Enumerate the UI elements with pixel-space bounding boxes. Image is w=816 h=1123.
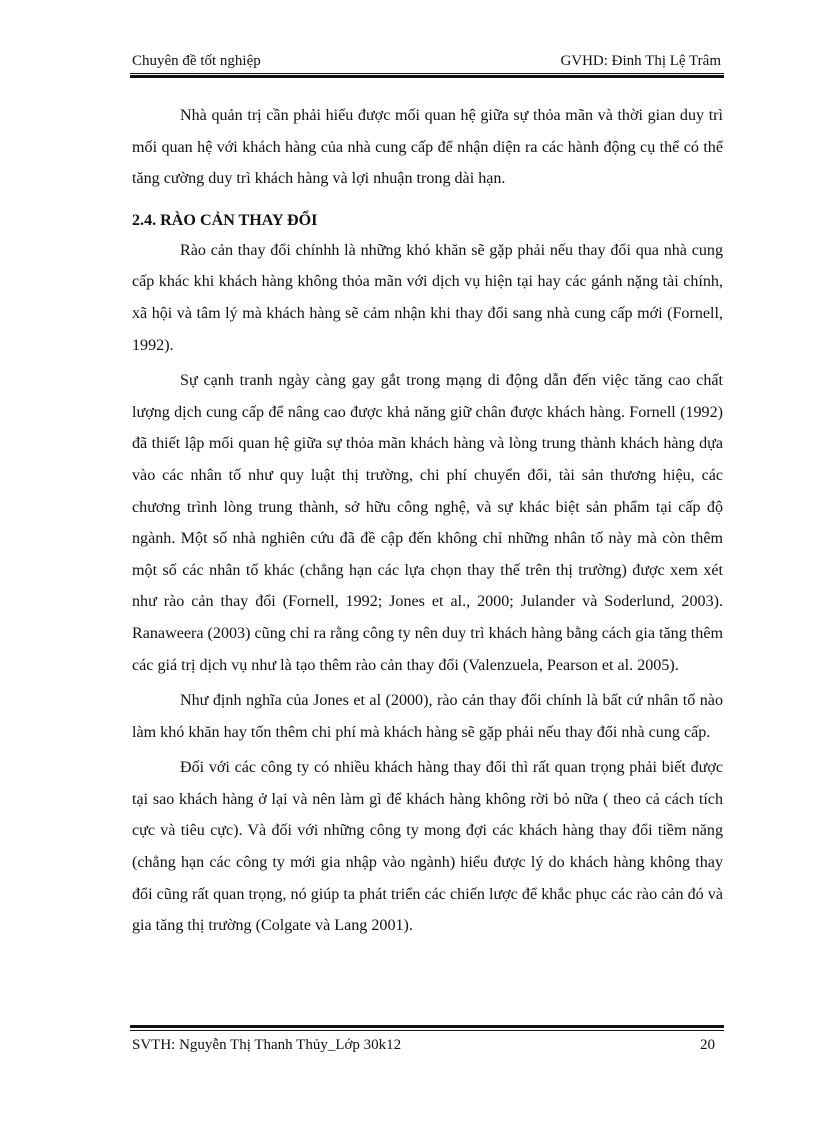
section-heading: 2.4. RÀO CẢN THAY ĐỔI — [132, 211, 318, 229]
header-supervisor: GVHD: Đinh Thị Lệ Trâm — [560, 53, 721, 69]
body-paragraph: Đối với các công ty có nhiều khách hàng thay đổi thì rất quan trọng phải biết được tại sao khách hàng ở lại và nên làm gì để khách hàng không rời bỏ nữa ( theo cả cách tích cực và tiêu cực). Và đối với những công ty mong đợi các khách hàng thay đổi tiềm năng (chẳng hạn các công ty mới gia nhập vào ngành) hiểu được lý do khách hàng không thay đổi cũng rất quan trọng, nó giúp ta phát triển các chiến lược để khắc phục các rào cản đó và gia tăng thị trường (Colgate và Lang 2001). — [132, 759, 723, 935]
body-paragraph: Như định nghĩa của Jones et al (2000), rào cản thay đổi chính là bất cứ nhân tố nào làm khó khăn hay tốn thêm chi phí mà khách hàng sẽ gặp phải nếu thay đổi nhà cung cấp. — [132, 692, 723, 741]
header-rule-thick — [130, 75, 724, 78]
footer-rule-thin — [130, 1030, 724, 1031]
body-paragraph: Sự cạnh tranh ngày càng gay gắt trong mạng di động dẫn đến việc tăng cao chất lượng dịch cung cấp để nâng cao được khả năng giữ chân được khách hàng. Fornell (1992) đã thiết lập mối quan hệ giữa sự thỏa mãn khách hàng và lòng trung thành khách hàng dựa vào các nhân tố như quy luật thị trường, chi phí chuyển đổi, tài sản thương hiệu, các chương trình lòng trung thành, sở hữu công nghệ, và sự khác biệt sản phẩm tại cấp độ ngành. Một số nhà nghiên cứu đã đề cập đến không chỉ những nhân tố này mà còn thêm một số các nhân tố khác (chẳng hạn các lựa chọn thay thế trên thị trường) được xem xét như rào cản thay đổi (Fornell, 1992; Jones et al., 2000; Julander và Soderlund, 2003). Ranaweera (2003) cũng chỉ ra rằng công ty nên duy trì khách hàng bằng cách gia tăng thêm các giá trị dịch vụ như là tạo thêm rào cản thay đổi (Valenzuela, Pearson et al. 2005). — [132, 372, 723, 674]
header-document-title: Chuyên đề tốt nghiệp — [132, 53, 261, 69]
page-body — [132, 100, 723, 942]
header-rule-thin — [130, 73, 724, 74]
footer-student: SVTH: Nguyễn Thị Thanh Thủy_Lớp 30k12 — [132, 1037, 402, 1053]
page-header — [132, 51, 723, 71]
page-footer — [132, 1034, 723, 1056]
intro-paragraph: Nhà quản trị cần phải hiểu được mối quan hệ giữa sự thỏa mãn và thời gian duy trì mối quan hệ với khách hàng của nhà cung cấp để nhận diện ra các hành động cụ thể có thể tăng cường duy trì khách hàng và lợi nhuận trong dài hạn. — [132, 107, 723, 188]
page-number: 20 — [700, 1037, 715, 1053]
footer-rule-thick — [130, 1025, 724, 1028]
body-paragraph: Rào cản thay đổi chínhh là những khó khăn sẽ gặp phải nếu thay đổi qua nhà cung cấp khác khi khách hàng không thỏa mãn với dịch vụ hiện tại hay các gánh nặng tài chính, xã hội và tâm lý mà khách hàng sẽ cảm nhận khi thay đổi sang nhà cung cấp mới (Fornell, 1992). — [132, 241, 723, 354]
